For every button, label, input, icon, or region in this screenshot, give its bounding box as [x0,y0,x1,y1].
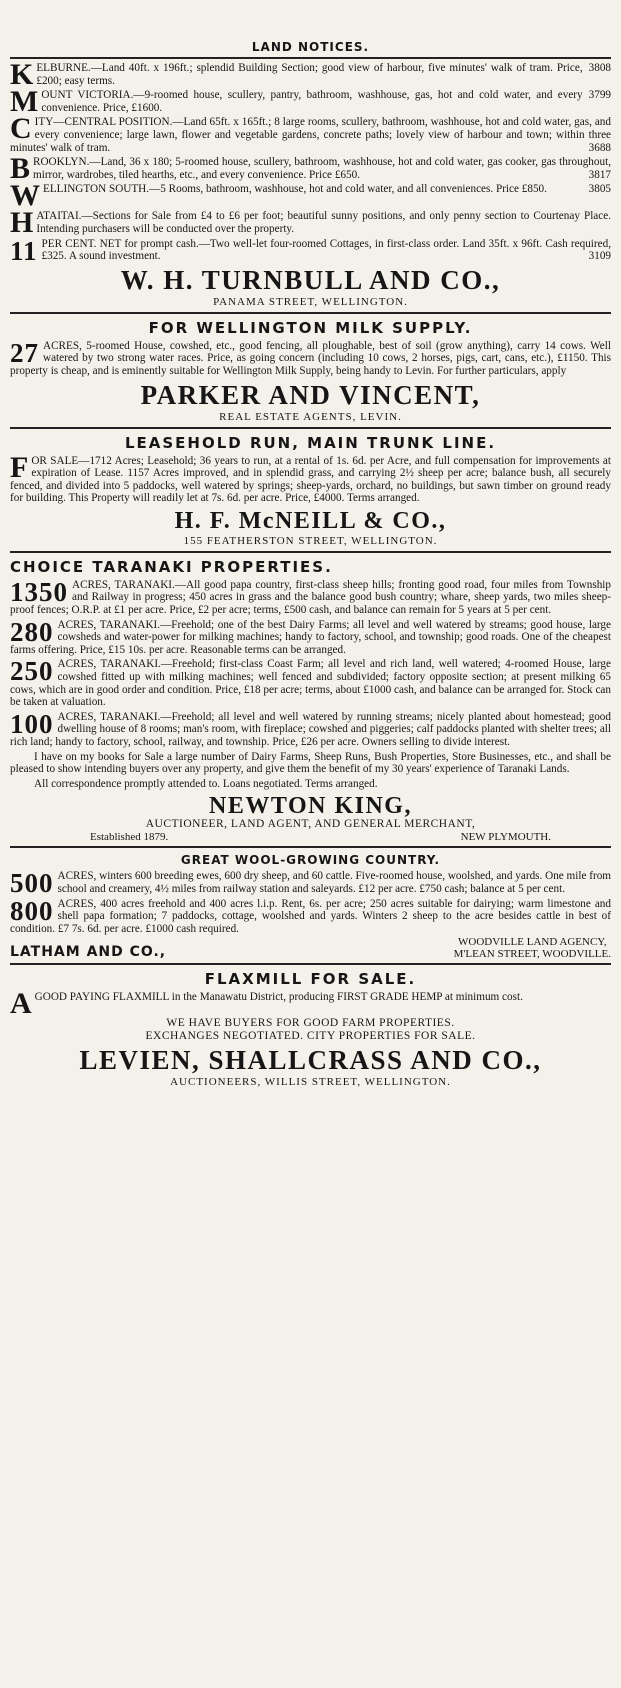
drop-cap: W [10,179,40,213]
taranaki-item [10,576,611,617]
drop-number: 1350 [10,576,68,607]
notice-hataitai [10,206,611,240]
turnbull-address: PANAMA STREET, WELLINGTON. [213,295,408,308]
drop-number: 500 [10,868,54,899]
notice-text: ROOKLYN.—Land, 36 x 180; 5-roomed house, scullery, bathroom, washhouse, hot and cold water, gas cooker, gas throughout, mirror, wardrobes, tiled hearths, etc., and every convenience. Price £650. [33,156,611,181]
newton-king-sub: AUCTIONEER, LAND AGENT, AND GENERAL MERCHANT, [145,818,476,831]
notice-mount-victoria [10,85,611,119]
divider [10,551,611,553]
drop-number: 11 [10,235,38,266]
divider [10,312,611,314]
milk-heading: FOR WELLINGTON MILK SUPPLY. [148,318,473,337]
notice-text: ELLINGTON SOUTH.—5 Rooms, bathroom, washhouse, hot and cold water, and all conveniences. Price £850. [43,183,547,196]
levien-sub: AUCTIONEERS, WILLIS STREET, WELLINGTON. [170,1076,451,1089]
newspaper-page [0,40,621,1688]
latham-agent: LATHAM AND CO., [10,944,167,961]
drop-number: 100 [10,708,54,739]
taranaki-item [10,658,611,708]
notice-eleven-per-cent [10,235,611,266]
taranaki-item-text: ACRES, TARANAKI.—Freehold; one of the best Dairy Farms; all level and well watered by streams; good house, large cowsheds and water-power for milking machines; handy to factory, school, and township; good roads. One of the cheapest farms offering. Price, £15 10s. per acre. Reasonable terms can be arranged. [10,618,611,656]
parker-vincent-agent: PARKER AND VINCENT, [140,379,481,410]
notice-text: ITY—CENTRAL POSITION.—Land 65ft. x 165ft.; 8 large rooms, scullery, bathroom, washhouse, hot and cold water, gas, and every convenience; large lawn, flower and vegetable gardens, concrete paths; lovely view of harbour and town; within three minutes' walk of tram. [10,116,611,154]
notice-ref: 3817 [588,168,611,181]
milk-supply-advert [10,319,611,423]
notice-text: OUNT VICTORIA.—9-roomed house, scullery, pantry, bathroom, washhouse, gas, hot and cold water, and every convenience. Price, £1600. [41,89,583,114]
taranaki-correspondence: All correspondence promptly attended to. Loans negotiated. Terms arranged. [34,777,378,790]
notice-ref: 3799 [588,89,611,102]
mcneill-sub: 155 FEATHERSTON STREET, WELLINGTON. [183,534,438,547]
land-notices-list [10,58,611,266]
taranaki-item-text: ACRES, TARANAKI.—Freehold; first-class Coast Farm; all level and rich land, well watered; 4-roomed House, large cowshed fitted up with milking machines; well fenced and subdivided; factory opposite section; at present milking 65 cows, which are in good order and condition. Price, £18 per acre; terms, about £1000 cash, and balance can be arranged for. Stock can be taken at valuation. [10,658,611,709]
town: NEW PLYMOUTH. [460,831,551,844]
notice-text: ATAITAI.—Sections for Sale from £4 to £6 per foot; beautiful sunny positions, and only penny section to Courtenay Place. Intending purchasers will be conducted over the property. [36,210,611,235]
drop-cap: B [10,152,31,186]
flaxmill-exchanges: EXCHANGES NEGOTIATED. CITY PROPERTIES FOR SALE. [145,1030,476,1043]
leasehold-heading: LEASEHOLD RUN, MAIN TRUNK LINE. [124,433,497,452]
notice-text: ELBURNE.—Land 40ft. x 196ft.; splendid Building Section; good view of harbour, five minutes' walk of tram. Price, £200; easy terms. [36,62,583,87]
latham-footer [10,936,611,960]
newton-king-agent: NEWTON KING, [209,793,412,820]
taranaki-item [10,616,611,657]
parker-vincent-sub: REAL ESTATE AGENTS, LEVIN. [219,410,402,423]
taranaki-item-text: ACRES, TARANAKI.—All good papa country, first-class sheep hills; fronting good road, four miles from Township and Railway in progress; 450 acres in grass and the balance good bush country; whare, sheep yards, two miles sheep-proof fences; O.R.P. at £1 per acre. Price, £2 per acre; terms, £500 cash, and balance can remain for 5 years at 5 per cent. [10,578,611,617]
taranaki-closing: I have on my books for Sale a large number of Dairy Farms, Sheep Runs, Bush Properties, Store Businesses, etc., and shall be pleased to show intending buyers over any property, and give them the benefit of my 30 years' experience of Taranaki Lands. [10,750,611,776]
divider [10,57,611,59]
drop-cap: K [10,58,34,91]
drop-number: 280 [10,616,54,647]
divider [10,427,611,429]
flaxmill-heading: FLAXMILL FOR SALE. [204,970,417,989]
milk-body [10,337,611,378]
flaxmill-advert [10,970,611,1088]
drop-number: 800 [10,895,54,926]
taranaki-item-text: ACRES, TARANAKI.—Freehold; all level and well watered by running streams; nicely planted about homestead; good dwelling house of 8 rooms; man's room, with fireplace; cowshed and piggeries; calf paddocks planted with shelter trees; all rich land; handy to factory, school, railway, and township. Price, £26 per acre. Owners selling to divide interest. [10,710,611,748]
notice-wellington-south [10,179,611,213]
leasehold-body [10,450,611,505]
agency-address: M'LEAN STREET, WOODVILLE. [453,948,611,961]
notice-ref: 3808 [588,62,611,74]
wool-item-text: ACRES, winters 600 breeding ewes, 600 dry sheep, and 60 cattle. Five-roomed house, woolshed, and yards. One mile from school and creamery, 4½ miles from railway station and saleyards. £12 per acre. £750 cash; balance at 5 per cent. [57,870,611,895]
drop-cap: H [10,206,34,240]
notice-kelburne [10,58,611,91]
taranaki-heading: CHOICE TARANAKI PROPERTIES. [10,557,333,576]
woodville-agency [454,936,611,960]
notice-text: PER CENT. NET for prompt cash.—Two well-let four-roomed Cottages, in first-class order. Land 35ft. x 96ft. Cash required, £325. A sound investment. [41,237,611,263]
flaxmill-body [10,987,611,1021]
drop-cap: C [10,112,32,146]
flaxmill-text: GOOD PAYING FLAXMILL in the Manawatu District, producing FIRST GRADE HEMP at minimum cost. [34,991,523,1004]
land-notices-header: LAND NOTICES. [251,40,370,54]
wool-item [10,868,611,899]
drop-number: 250 [10,656,54,687]
leasehold-advert [10,434,611,547]
drop-cap: A [10,987,32,1021]
notice-city-central [10,112,611,154]
milk-text: ACRES, 5-roomed House, cowshed, etc., good fencing, all ploughable, best of soil (grow anything), carry 14 cows. Well watered by two strong water races. Price, as going concern (including 10 cows, 2 horses, pigs, cart, cans, etc.), £1150. This property is cheap, and is eminently suitable for Wellington Milk Supply, being handy to Levin. For further particulars, apply [10,339,611,377]
mcneill-agent: H. F. McNEILL & CO., [174,507,447,534]
notice-ref: 3805 [588,183,611,196]
wool-advert [10,853,611,960]
agency-name: WOODVILLE LAND AGENCY, [458,936,607,949]
levien-agent: LEVIEN, SHALLCRASS AND CO., [79,1045,542,1076]
divider [10,846,611,848]
established: Established 1879. [90,831,169,844]
flaxmill-buyers: WE HAVE BUYERS FOR GOOD FARM PROPERTIES. [166,1017,455,1030]
turnbull-agent-name: W. H. TURNBULL AND CO., [120,264,501,295]
drop-number: 27 [10,337,39,368]
wool-heading: GREAT WOOL-GROWING COUNTRY. [180,853,441,868]
taranaki-item [10,708,611,749]
wool-item [10,895,611,936]
notice-brooklyn [10,152,611,186]
taranaki-advert [10,558,611,844]
notice-ref: 3688 [588,141,611,154]
drop-cap: F [10,450,29,484]
divider [10,963,611,965]
drop-cap: M [10,85,39,119]
newton-king-footer [10,831,611,843]
wool-item-text: ACRES, 400 acres freehold and 400 acres l.i.p. Rent, 6s. per acre; 250 acres suitable for dairying; warm limestone and shell papa formation; 7 paddocks, cottage, woolshed and yards. Winters 2 sheep to the acre besides cattle in best of condition. £7 7s. 6d. per acre. £1000 cash required. [10,897,611,935]
notice-ref: 3109 [588,250,611,263]
leasehold-text: OR SALE—1712 Acres; Leasehold; 36 years to run, at a rental of 1s. 6d. per Acre, and full compensation for improvements at expiration of Lease. 1157 Acres improved, and in splendid grass, and carrying 2½ sheep per acre; balance bush, all securely fenced, and divided into 5 paddocks, well watered by springs; sheep-yards, orchard, no buildings, but sawn timber on ground ready for building. This Property will readily let at 7s. 6d. per acre. Price, £4000. Terms arranged. [10,454,611,505]
